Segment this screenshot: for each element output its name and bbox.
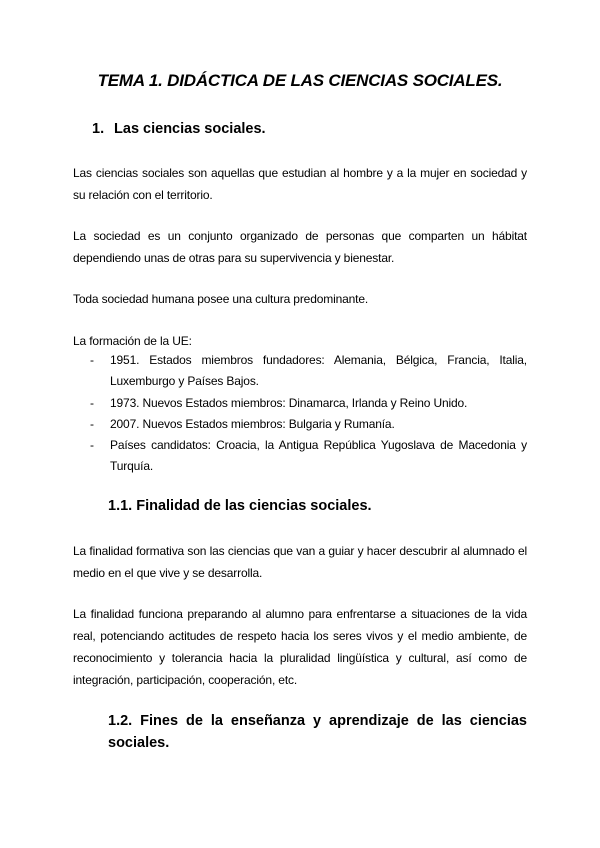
paragraph-finalidad-funciona: La finalidad funciona preparando al alumno para enfrentarse a situaciones de la vida real, potenciando actitudes de respeto hacia los seres vivos y el medio ambiente, de reconocimiento y tolerancia hacia la pluralidad lingüística y cultural, así como de integración, participación, cooperación, etc. — [73, 607, 527, 687]
section-1-title: Las ciencias sociales. — [114, 121, 266, 137]
paragraph-cultura: Toda sociedad humana posee una cultura predominante. — [73, 292, 369, 306]
list-item-text: 1973. Nuevos Estados miembros: Dinamarca, Irlanda y Reino Unido. — [110, 396, 468, 410]
list-item — [73, 393, 527, 414]
section-1-1-heading: 1.1. Finalidad de las ciencias sociales. — [108, 498, 372, 514]
list-item — [73, 350, 527, 392]
document-title: TEMA 1. DIDÁCTICA DE LAS CIENCIAS SOCIALES. — [97, 71, 503, 90]
section-1-2-heading: 1.2. Fines de la enseñanza y aprendizaje de las ciencias sociales. — [108, 713, 527, 751]
paragraph-finalidad-formativa: La finalidad formativa son las ciencias que van a guiar y hacer descubrir al alumnado el medio en el que vive y se desarrolla. — [73, 544, 527, 580]
list-item-text: Países candidatos: Croacia, la Antigua República Yugoslava de Macedonia y Turquía. — [110, 438, 527, 473]
list-dash: - — [90, 396, 94, 410]
paragraph-ciencias-sociales: Las ciencias sociales son aquellas que estudian al hombre y a la mujer en sociedad y su relación con el territorio. — [73, 166, 527, 202]
list-item-text: 1951. Estados miembros fundadores: Alemania, Bélgica, Francia, Italia, Luxemburgo y Países Bajos. — [110, 353, 527, 388]
section-1-number: 1. — [92, 121, 105, 137]
paragraph-sociedad: La sociedad es un conjunto organizado de personas que comparten un hábitat dependiendo unas de otras para su supervivencia y bienestar. — [73, 229, 527, 265]
section-1-heading — [92, 121, 266, 137]
ue-list — [73, 350, 527, 477]
paragraph-formacion-ue: La formación de la UE: — [73, 334, 192, 348]
list-item-text: 2007. Nuevos Estados miembros: Bulgaria y Rumanía. — [110, 417, 395, 431]
list-dash: - — [90, 353, 94, 367]
list-item — [73, 414, 527, 435]
list-dash: - — [90, 438, 94, 452]
list-item — [73, 435, 527, 477]
list-dash: - — [90, 417, 94, 431]
